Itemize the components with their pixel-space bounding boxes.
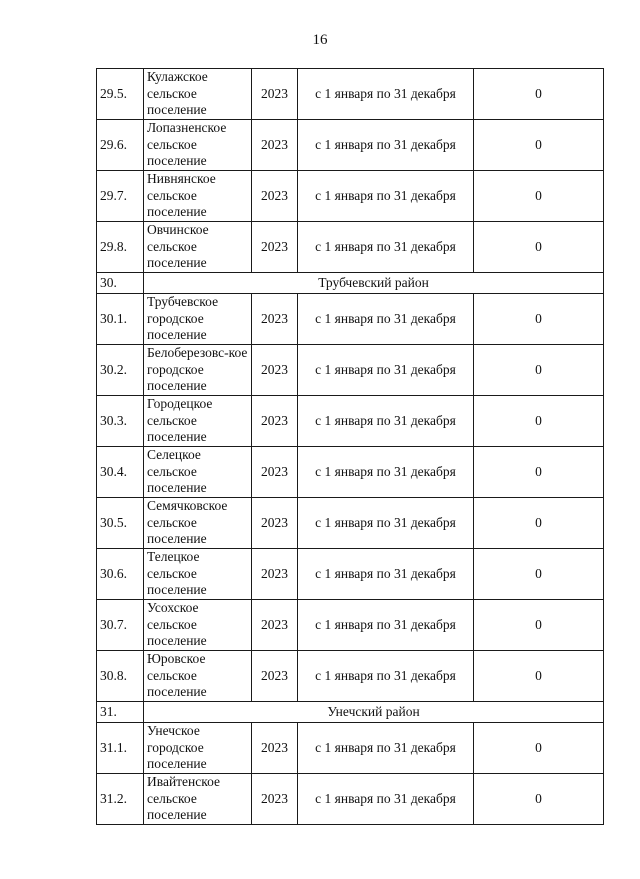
year-cell: 2023	[252, 222, 298, 273]
period-cell: с 1 января по 31 декабря	[298, 723, 474, 774]
district-row	[97, 702, 604, 723]
period-cell: с 1 января по 31 декабря	[298, 447, 474, 498]
year-cell: 2023	[252, 294, 298, 345]
settlement-name: Кулажское сельское поселение	[144, 69, 252, 120]
year-cell: 2023	[252, 447, 298, 498]
year-cell: 2023	[252, 171, 298, 222]
table-row	[97, 447, 604, 498]
year-cell: 2023	[252, 498, 298, 549]
settlement-name: Белоберезовс-кое городское поселение	[144, 345, 252, 396]
table-row	[97, 396, 604, 447]
value-cell: 0	[474, 171, 604, 222]
table-row	[97, 294, 604, 345]
value-cell: 0	[474, 774, 604, 825]
district-name: Трубчевский район	[144, 273, 604, 294]
period-cell: с 1 января по 31 декабря	[298, 69, 474, 120]
value-cell: 0	[474, 447, 604, 498]
period-cell: с 1 января по 31 декабря	[298, 345, 474, 396]
row-number: 29.6.	[97, 120, 144, 171]
table-row	[97, 651, 604, 702]
row-number: 30.1.	[97, 294, 144, 345]
table-row	[97, 171, 604, 222]
year-cell: 2023	[252, 345, 298, 396]
settlement-name: Трубчевское городское поселение	[144, 294, 252, 345]
period-cell: с 1 января по 31 декабря	[298, 171, 474, 222]
value-cell: 0	[474, 120, 604, 171]
table-row	[97, 120, 604, 171]
settlement-name: Селецкое сельское поселение	[144, 447, 252, 498]
table-row	[97, 723, 604, 774]
row-number: 31.2.	[97, 774, 144, 825]
value-cell: 0	[474, 723, 604, 774]
settlement-name: Овчинское сельское поселение	[144, 222, 252, 273]
year-cell: 2023	[252, 69, 298, 120]
table-row	[97, 222, 604, 273]
period-cell: с 1 января по 31 декабря	[298, 120, 474, 171]
period-cell: с 1 января по 31 декабря	[298, 600, 474, 651]
row-number: 29.8.	[97, 222, 144, 273]
settlement-name: Городецкое сельское поселение	[144, 396, 252, 447]
period-cell: с 1 января по 31 декабря	[298, 222, 474, 273]
settlement-name: Семячковское сельское поселение	[144, 498, 252, 549]
period-cell: с 1 января по 31 декабря	[298, 549, 474, 600]
year-cell: 2023	[252, 723, 298, 774]
settlement-name: Телецкое сельское поселение	[144, 549, 252, 600]
row-number: 30.2.	[97, 345, 144, 396]
settlement-name: Лопазненское сельское поселение	[144, 120, 252, 171]
year-cell: 2023	[252, 549, 298, 600]
settlement-name: Юровское сельское поселение	[144, 651, 252, 702]
settlements-table	[96, 68, 604, 825]
page-number: 16	[312, 32, 328, 48]
table-row	[97, 345, 604, 396]
period-cell: с 1 января по 31 декабря	[298, 294, 474, 345]
row-number: 29.7.	[97, 171, 144, 222]
settlement-name: Ивайтенское сельское поселение	[144, 774, 252, 825]
settlement-name: Нивнянское сельское поселение	[144, 171, 252, 222]
period-cell: с 1 января по 31 декабря	[298, 774, 474, 825]
table-body	[97, 69, 604, 825]
settlement-name: Унечское городское поселение	[144, 723, 252, 774]
row-number: 30.7.	[97, 600, 144, 651]
value-cell: 0	[474, 345, 604, 396]
row-number: 29.5.	[97, 69, 144, 120]
district-name: Унечский район	[144, 702, 604, 723]
value-cell: 0	[474, 69, 604, 120]
year-cell: 2023	[252, 396, 298, 447]
value-cell: 0	[474, 549, 604, 600]
value-cell: 0	[474, 396, 604, 447]
table-row	[97, 549, 604, 600]
row-number: 30.6.	[97, 549, 144, 600]
period-cell: с 1 января по 31 декабря	[298, 651, 474, 702]
table-row	[97, 498, 604, 549]
row-number: 30.8.	[97, 651, 144, 702]
row-number: 30.3.	[97, 396, 144, 447]
row-number: 30.	[97, 273, 144, 294]
year-cell: 2023	[252, 774, 298, 825]
value-cell: 0	[474, 294, 604, 345]
period-cell: с 1 января по 31 декабря	[298, 498, 474, 549]
table-row	[97, 774, 604, 825]
row-number: 30.5.	[97, 498, 144, 549]
row-number: 30.4.	[97, 447, 144, 498]
year-cell: 2023	[252, 600, 298, 651]
row-number: 31.	[97, 702, 144, 723]
table-row	[97, 69, 604, 120]
period-cell: с 1 января по 31 декабря	[298, 396, 474, 447]
settlement-name: Усохское сельское поселение	[144, 600, 252, 651]
value-cell: 0	[474, 651, 604, 702]
value-cell: 0	[474, 600, 604, 651]
year-cell: 2023	[252, 651, 298, 702]
year-cell: 2023	[252, 120, 298, 171]
table-row	[97, 600, 604, 651]
value-cell: 0	[474, 222, 604, 273]
district-row	[97, 273, 604, 294]
value-cell: 0	[474, 498, 604, 549]
row-number: 31.1.	[97, 723, 144, 774]
